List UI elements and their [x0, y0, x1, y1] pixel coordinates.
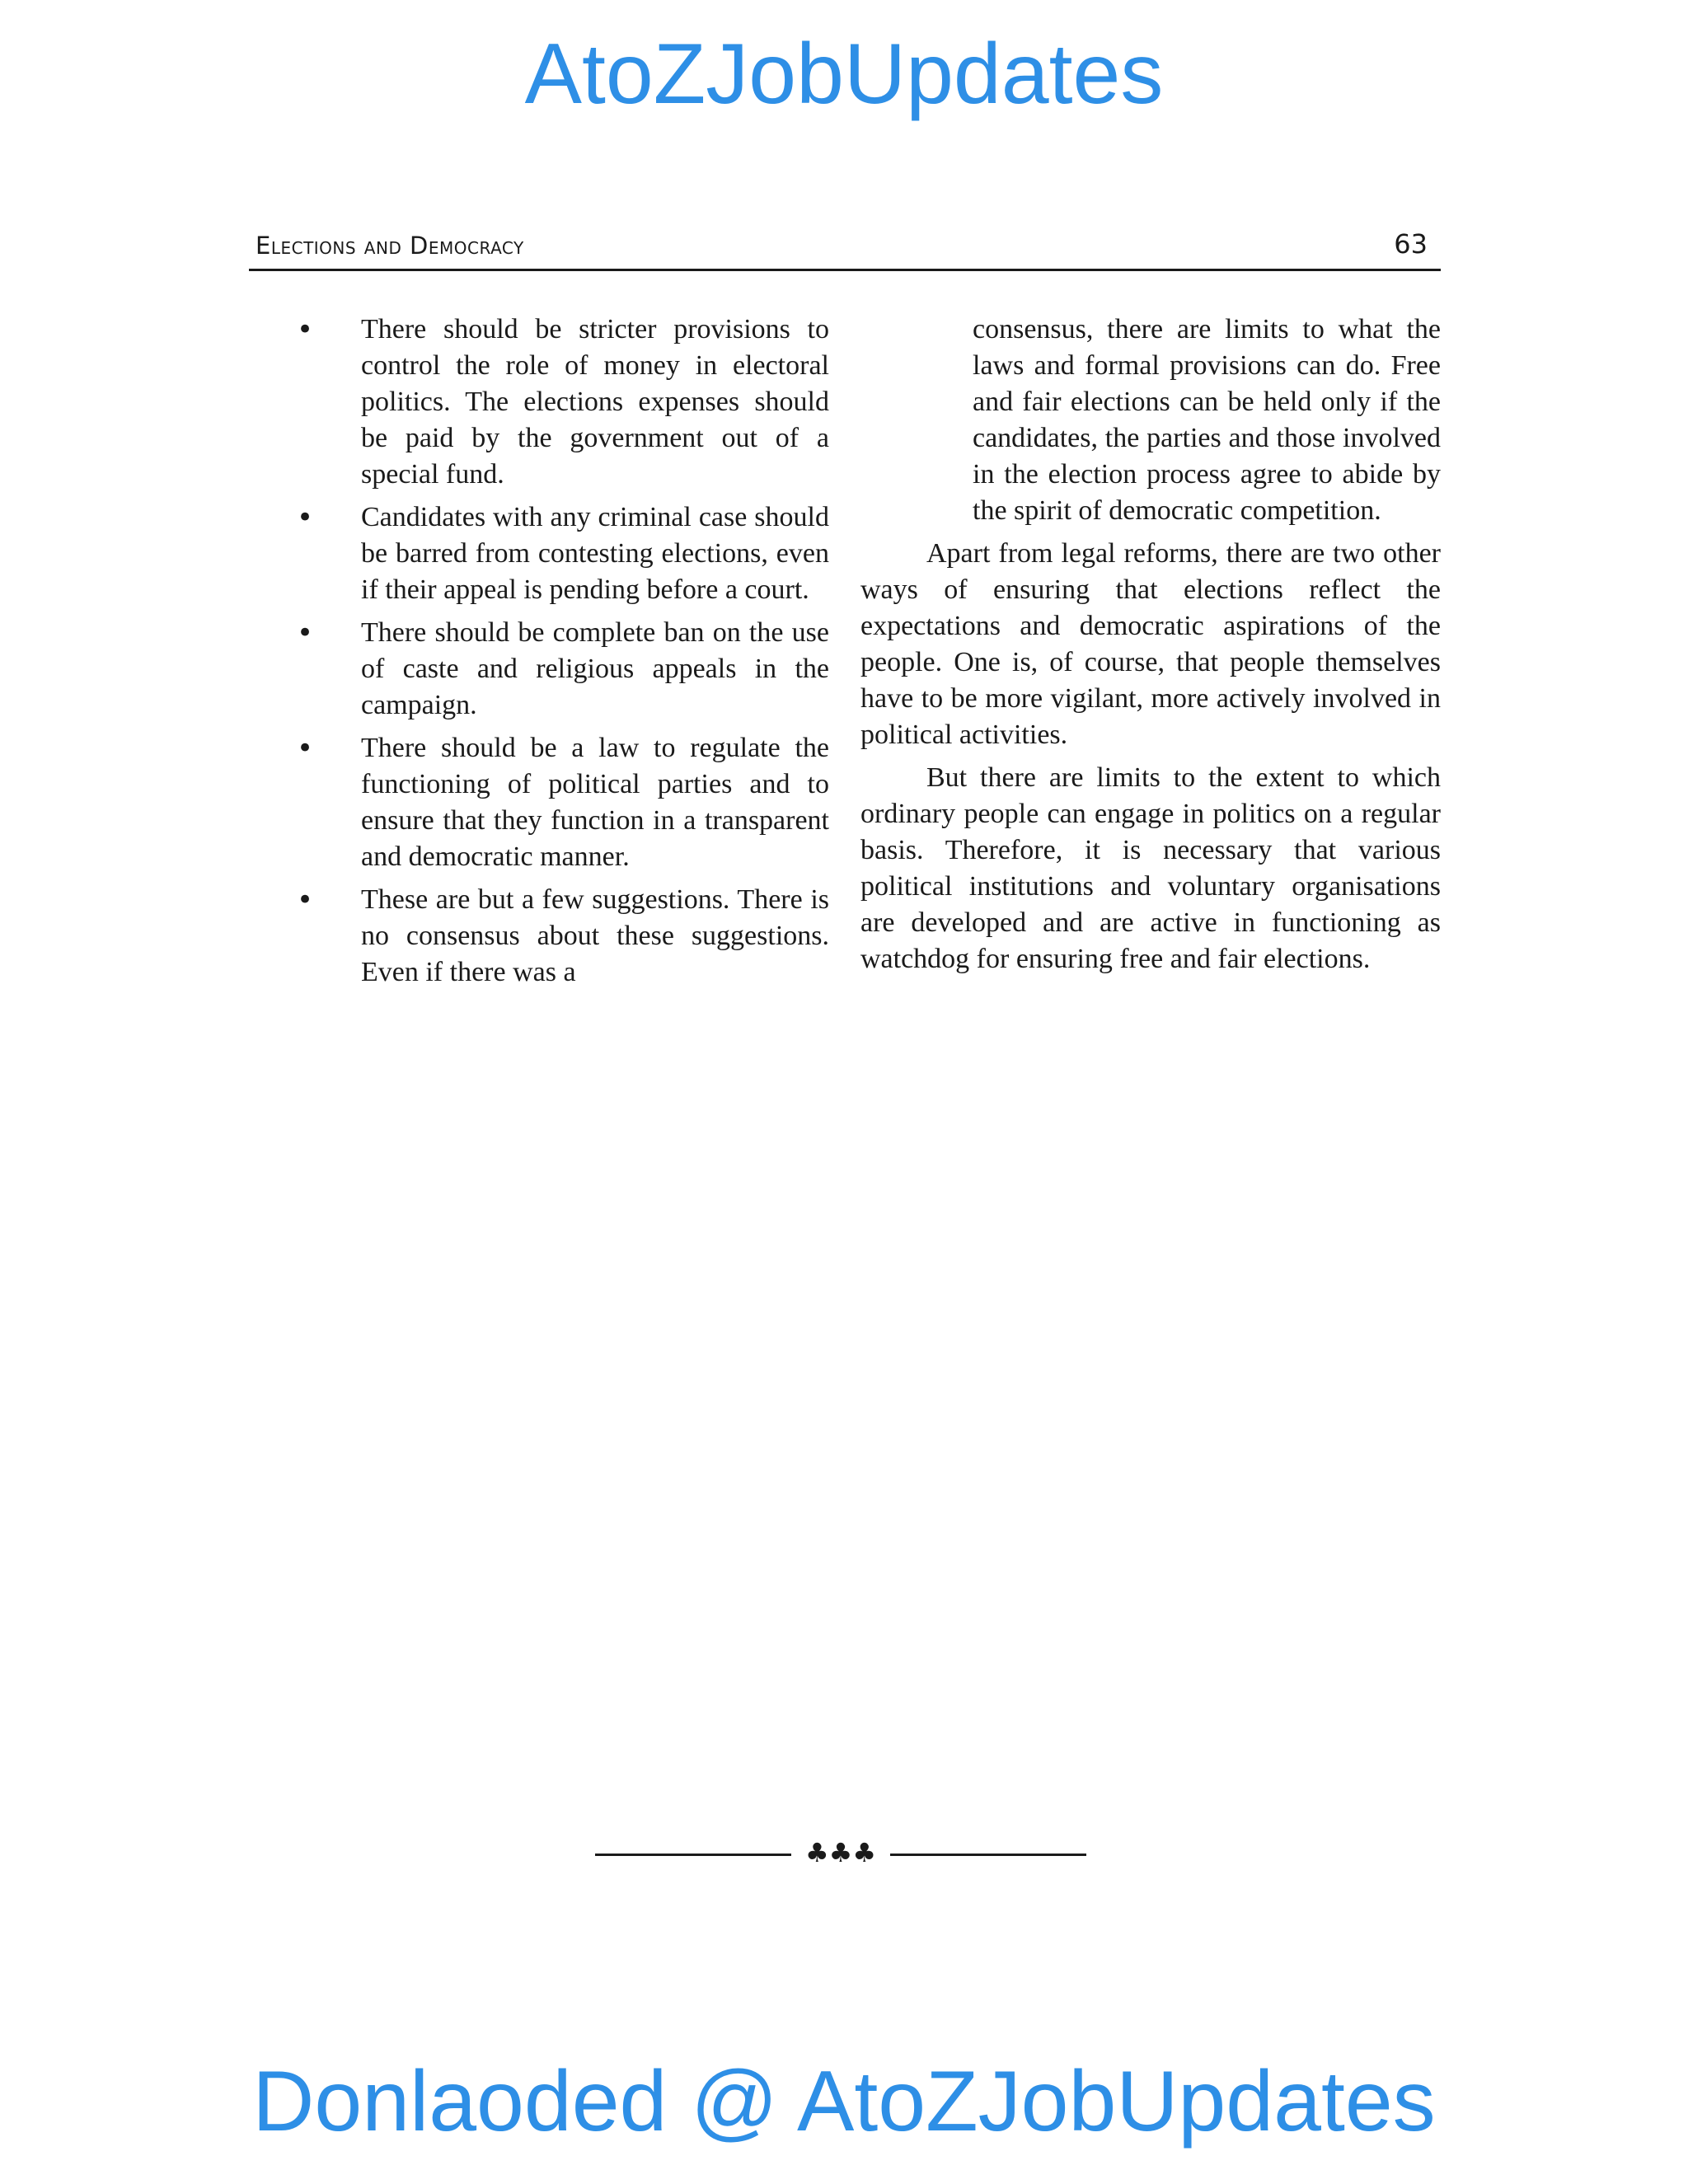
- club-suits-icon: ♣♣♣: [804, 1837, 877, 1868]
- bullet-continuation: consensus, there are limits to what the laws and formal provisions can do. Free and fair elections can be held only if the candidates, the parties and those involved in the election process agree to abide by the spirit of democratic competition.: [973, 314, 1441, 526]
- chapter-title: Elections and Democracy: [256, 232, 524, 260]
- watermark-top: AtoZJobUpdates: [524, 26, 1164, 122]
- right-column: [860, 312, 1441, 984]
- suggestions-list: [297, 312, 829, 991]
- list-item: • Candidates with any criminal case should be barred from contesting elections, even if their appeal is pending before a court.: [297, 499, 829, 608]
- list-item: • There should be a law to regulate the functioning of political parties and to ensure that they function in a transparent and democratic manner.: [297, 730, 829, 875]
- watermark-bottom: Donlaoded @ AtoZJobUpdates: [252, 2054, 1436, 2149]
- left-column: [297, 312, 829, 997]
- ornament-rule-right: [890, 1854, 1086, 1856]
- section-end-ornament: [595, 1836, 1086, 1869]
- list-item: • There should be complete ban on the use of caste and religious appeals in the campaign.: [297, 615, 829, 724]
- body-paragraph: But there are limits to the extent to which ordinary people can engage in politics on a regular basis. Therefore, it is necessary that various political institutions and voluntary organisations are developed and are active in functioning as watchdog for ensuring free and fair elections.: [860, 762, 1441, 974]
- running-header: [249, 224, 1441, 271]
- page-number: 63: [1394, 228, 1428, 260]
- list-item: • There should be stricter provisions to control the role of money in electoral politics. The elections expenses should be paid by the government out of a special fund.: [297, 312, 829, 493]
- body-paragraph: Apart from legal reforms, there are two other ways of ensuring that elections reflect the expectations and democratic aspirations of the people. One is, of course, that people themselves have to be more vigilant, more actively involved in political activities.: [860, 538, 1441, 750]
- list-item: • These are but a few suggestions. There is no consensus about these suggestions. Even if there was a: [297, 882, 829, 991]
